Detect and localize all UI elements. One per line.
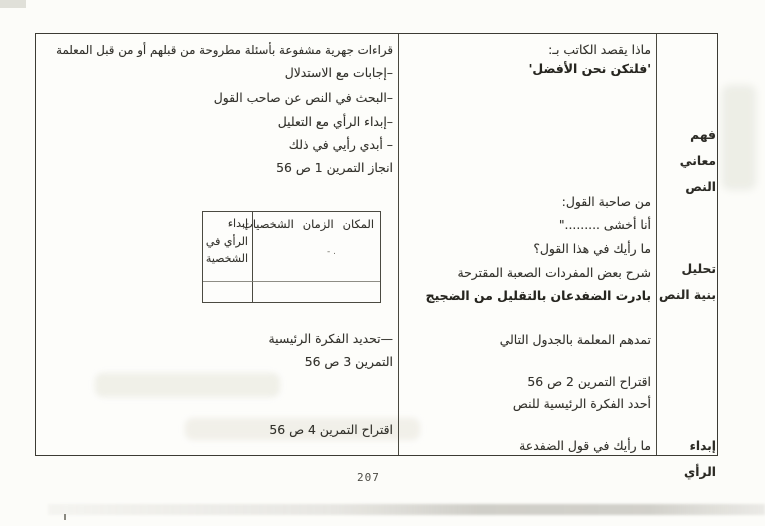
activity-line: – أبدي رأيي في ذلك	[288, 137, 393, 152]
exercise-reference: التمرين 3 ص 56	[304, 354, 393, 369]
quoted-phrase: 'فلتكن نحن الأفضل'	[528, 61, 651, 76]
phase-label-structure-analysis: تحليل بنية النص	[658, 262, 716, 302]
question-line: من صاحبة القول:	[561, 194, 651, 209]
quoted-phrase: أنا أخشى ........."	[558, 217, 651, 232]
activity-line: –إبداء الرأي مع التعليل	[277, 114, 393, 129]
activity-line: —تحديد الفكرة الرئيسية	[268, 331, 393, 346]
activity-line: –البحث في النص عن صاحب القول	[213, 90, 393, 105]
phase-label-comprehension: فهم معاني النص	[679, 128, 716, 194]
activity-line: تمدهم المعلمة بالجدول التالي	[499, 332, 651, 347]
scan-artifact	[722, 85, 756, 190]
inner-table-side-label: إبداء الرأي في الشخصية	[205, 217, 248, 265]
phase-labels-column	[656, 34, 719, 479]
activities-column	[398, 34, 656, 455]
scan-noise-dot: - .	[327, 247, 336, 257]
pupil-activities-column	[36, 34, 398, 455]
scan-artifact	[0, 0, 26, 8]
example-sentence: بادرت الضفدعان بالتقليل من الضجيج	[425, 288, 651, 303]
phase-label-opinion: إبداء الرأي	[684, 439, 716, 479]
inner-analysis-table	[202, 211, 381, 303]
inner-table-side-cell	[203, 212, 253, 302]
inner-table-header-row	[242, 215, 380, 231]
inner-table-row-divider	[203, 281, 380, 282]
exercise-reference: انجاز التمرين 1 ص 56	[276, 160, 393, 175]
header-place: المكان	[342, 217, 374, 231]
question-line: ماذا يقصد الكاتب بـ:	[548, 42, 651, 57]
exercise-reference: اقتراح التمرين 2 ص 56	[527, 374, 651, 389]
activity-line: قراءات جهرية مشفوعة بأسئلة مطروحة من قبلهم أو من قبل المعلمة	[56, 43, 393, 57]
activity-line: أحدد الفكرة الرئيسية للنص	[512, 396, 651, 411]
question-line: ما رأيك في هذا القول؟	[533, 241, 651, 256]
activity-line: –إجابات مع الاستدلال	[284, 65, 393, 80]
exercise-reference: اقتراح التمرين 4 ص 56	[269, 422, 393, 437]
question-line: ما رأيك في قول الضفدعة	[519, 438, 651, 453]
header-characters: الشخصيات	[242, 217, 294, 231]
header-time: الزمان	[302, 217, 334, 231]
page-number: 207	[357, 471, 380, 484]
scan-artifact	[48, 504, 765, 515]
scan-artifact	[64, 514, 66, 520]
activity-line: شرح بعض المفردات الصعبة المقترحة	[457, 265, 651, 280]
